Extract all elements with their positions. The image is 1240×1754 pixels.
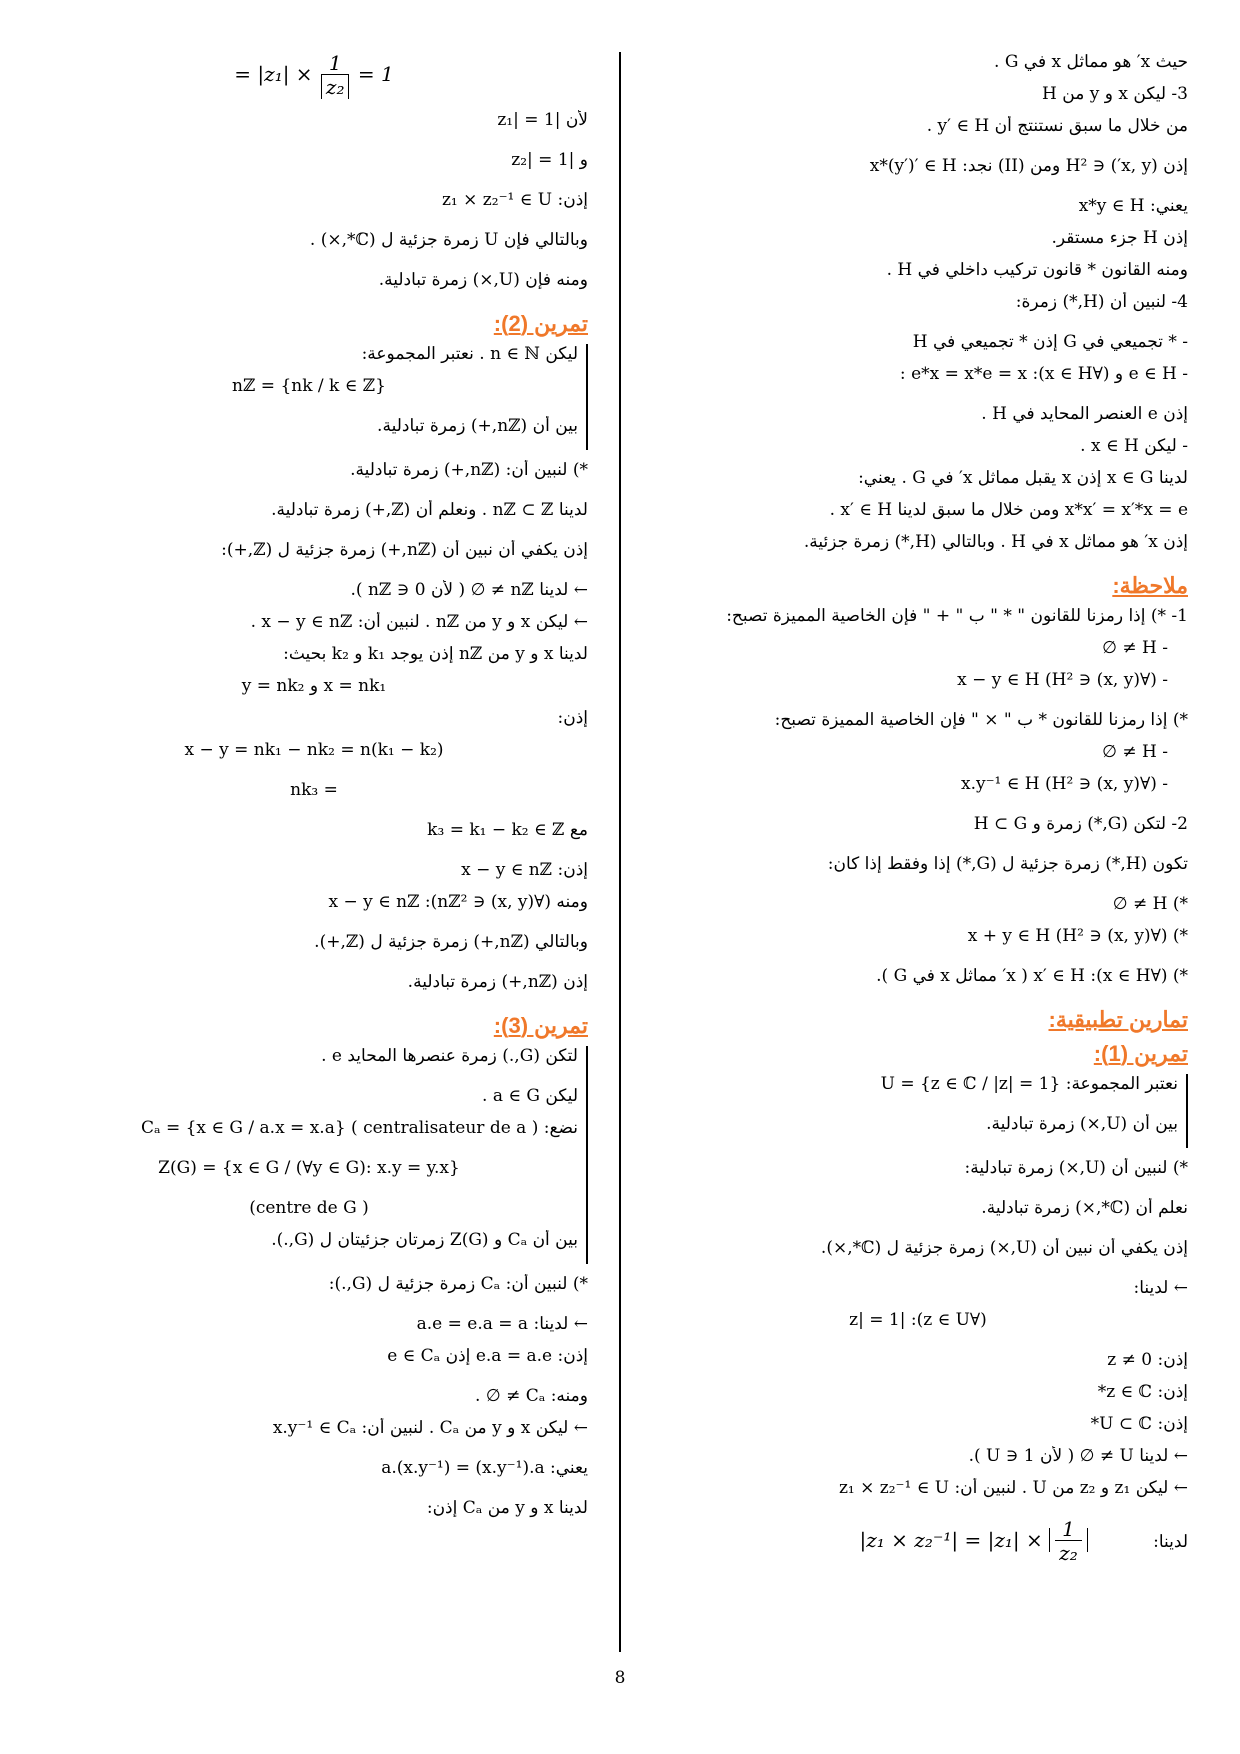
line: *) H ≠ ∅ bbox=[1112, 894, 1188, 914]
fraction bbox=[1055, 1518, 1082, 1565]
line: 4- لنبين أن (H,*) زمرة: bbox=[1015, 292, 1188, 312]
line: إذن (nℤ,+) زمرة تبادلية. bbox=[407, 972, 588, 992]
line: ومنه القانون * قانون تركيب داخلي في H . bbox=[886, 260, 1188, 280]
right-column bbox=[648, 52, 1188, 1652]
line: ( centre de G) bbox=[249, 1198, 369, 1218]
line: - (∀(x, y) ∈ H²) x − y ∈ H bbox=[957, 670, 1168, 690]
heading-note: ملاحظة: bbox=[1112, 573, 1188, 598]
line bbox=[40, 52, 588, 104]
line: يعني: x*y ∈ H bbox=[1078, 196, 1188, 216]
line: إذن: z ≠ 0 bbox=[1107, 1350, 1188, 1370]
column-divider bbox=[619, 52, 621, 1652]
line: *) لنبين أن (U,×) زمرة تبادلية: bbox=[964, 1158, 1188, 1178]
exercise-2-statement bbox=[40, 344, 588, 450]
line: حيث x′ هو مماثل x في G . bbox=[994, 52, 1188, 72]
line: من خلال ما سبق نستنتج أن y′ ∈ H . bbox=[926, 116, 1188, 136]
heading-applied-exercises: تمارين تطبيقية: bbox=[1048, 1007, 1188, 1032]
fraction-numerator: 1 bbox=[328, 52, 342, 75]
exercise-1-statement bbox=[648, 1074, 1188, 1148]
heading-exercise-2: تمرين (2): bbox=[493, 311, 588, 336]
fraction-numerator: 1 bbox=[1062, 1518, 1075, 1541]
line: *) إذا رمزنا للقانون * ب " × " فإن الخاصية المميزة تصبح: bbox=[774, 710, 1188, 730]
line: إذن e العنصر المحايد في H . bbox=[981, 404, 1188, 424]
line: ليكن a ∈ G . bbox=[482, 1086, 578, 1106]
line: = nk₃ bbox=[290, 780, 338, 800]
line: ومنه فإن (U,×) زمرة تبادلية. bbox=[378, 270, 588, 290]
line: - (∀(x, y) ∈ H²) x.y⁻¹ ∈ H bbox=[960, 774, 1168, 794]
math-expression bbox=[860, 1518, 1088, 1565]
line: *) (∀(x, y) ∈ H²) x + y ∈ H bbox=[967, 926, 1188, 946]
line: وبالتالي فإن U زمرة جزئية ل (ℂ*,×) . bbox=[309, 230, 588, 250]
line: - H ≠ ∅ bbox=[1102, 638, 1168, 658]
line: إذن: x − y ∈ nℤ bbox=[461, 860, 588, 880]
line: *) لنبين أن: (nℤ,+) زمرة تبادلية. bbox=[350, 460, 588, 480]
fraction-denominator: z₂ bbox=[321, 74, 350, 99]
heading-exercise-1: تمرين (1): bbox=[1093, 1041, 1188, 1066]
line: *) لنبين أن: Cₐ زمرة جزئية ل (G,.): bbox=[328, 1274, 588, 1294]
line: - e ∈ H و (∀x ∈ H): e*x = x*e = x : bbox=[899, 364, 1188, 384]
line: (∀z ∈ U): |z| = 1 bbox=[849, 1310, 987, 1330]
line: ← ليكن x و y من nℤ . لنبين أن: x − y ∈ nℤ . bbox=[250, 612, 588, 632]
line: *) (∀x ∈ H): x′ ∈ H ( x′ مماثل x في G ). bbox=[876, 966, 1188, 986]
line: بين أن (U,×) زمرة تبادلية. bbox=[986, 1114, 1178, 1134]
line: وبالتالي (nℤ,+) زمرة جزئية ل (ℤ,+). bbox=[314, 932, 588, 952]
line: لدينا nℤ ⊂ ℤ . ونعلم أن (ℤ,+) زمرة تبادلية. bbox=[271, 500, 588, 520]
line: إذن: z₁ × z₂⁻¹ ∈ U bbox=[441, 190, 588, 210]
line: نعتبر المجموعة: U = {z ∈ ℂ / |z| = 1} bbox=[880, 1074, 1178, 1094]
line: ← لدينا: bbox=[1133, 1278, 1188, 1298]
heading-exercise-3: تمرين (3): bbox=[493, 1013, 588, 1038]
line: يعني: a.(x.y⁻¹) = (x.y⁻¹).a bbox=[381, 1458, 588, 1478]
line: و |z₂| = 1 bbox=[511, 150, 588, 170]
line: ليكن n ∈ ℕ . نعتبر المجموعة: bbox=[361, 344, 578, 364]
line: ← لدينا nℤ ≠ ∅ ( لأن 0 ∈ nℤ ). bbox=[350, 580, 588, 600]
line: إذن: U ⊂ ℂ* bbox=[1090, 1414, 1188, 1434]
line: 2- لتكن (G,*) زمرة و H ⊂ G bbox=[973, 814, 1188, 834]
math-text: = 1 bbox=[357, 62, 394, 86]
line: إذن يكفي أن نبين أن (U,×) زمرة جزئية ل (ℂ*,×). bbox=[820, 1238, 1188, 1258]
math-text: = |z₁| × bbox=[234, 62, 313, 86]
line: ← ليكن z₁ و z₂ من U . لنبين أن: z₁ × z₂⁻¹ ∈ U bbox=[838, 1478, 1188, 1498]
line: x*x′ = x′*x = e ومن خلال ما سبق لدينا x′ ∈ H . bbox=[829, 500, 1188, 520]
line: إذن: z ∈ ℂ* bbox=[1097, 1382, 1188, 1402]
line: إذن (x, y′) ∈ H² ومن (II) نجد: x*(y′)′ ∈ H bbox=[869, 156, 1188, 176]
line: إذن: e.a = a.e إذن e ∈ Cₐ bbox=[387, 1346, 588, 1366]
line: لدينا x و y من nℤ إذن يوجد k₁ و k₂ بحيث: bbox=[283, 644, 588, 664]
line: ومنه (∀(x, y) ∈ nℤ²): x − y ∈ nℤ bbox=[328, 892, 588, 912]
line: x = nk₁ و y = nk₂ bbox=[241, 676, 387, 696]
line: تكون (H,*) زمرة جزئية ل (G,*) إذا وفقط إذا كان: bbox=[827, 854, 1188, 874]
line: لتكن (G,.) زمرة عنصرها المحايد e . bbox=[321, 1046, 578, 1066]
line: مع k₃ = k₁ − k₂ ∈ ℤ bbox=[427, 820, 588, 840]
line: لدينا x ∈ G إذن x يقبل مماثل x′ في G . يعني: bbox=[858, 468, 1188, 488]
line: nℤ = {nk / k ∈ ℤ} bbox=[232, 376, 386, 396]
math-text: |z₁ × z₂⁻¹| = |z₁| × bbox=[859, 1528, 1043, 1552]
left-column bbox=[40, 52, 588, 1652]
fraction bbox=[321, 52, 350, 99]
abs-value bbox=[1049, 1518, 1088, 1565]
line: 3- ليكن x و y من H bbox=[1042, 84, 1188, 104]
exercise-3-statement bbox=[40, 1046, 588, 1264]
line: ومنه: Cₐ ≠ ∅ . bbox=[475, 1386, 588, 1406]
math-expression bbox=[234, 52, 393, 99]
line: إذن H جزء مستقر. bbox=[1051, 228, 1188, 248]
line: إذن x′ هو مماثل x في H . وبالتالي (H,*) زمرة جزئية. bbox=[803, 532, 1188, 552]
line: ← لدينا U ≠ ∅ ( لأن 1 ∈ U ). bbox=[968, 1446, 1188, 1466]
line: لدينا x و y من Cₐ إذن: bbox=[426, 1498, 588, 1518]
line: بين أن Cₐ و Z(G) زمرتان جزئيتان ل (G,.). bbox=[271, 1230, 578, 1250]
line: ← لدينا: a.e = e.a = a bbox=[416, 1314, 588, 1334]
line: - * تجميعي في G إذن * تجميعي في H bbox=[912, 332, 1188, 352]
line: ← ليكن x و y من Cₐ . لنبين أن: x.y⁻¹ ∈ Cₐ bbox=[272, 1418, 588, 1438]
line: 1- *) إذا رمزنا للقانون " * " ب " + " فإن الخاصية المميزة تصبح: bbox=[726, 606, 1188, 626]
page-number: 8 bbox=[614, 1668, 626, 1688]
line: لأن |z₁| = 1 bbox=[497, 110, 588, 130]
label: لدينا: bbox=[1153, 1532, 1188, 1552]
line: Z(G) = {x ∈ G / (∀y ∈ G): x.y = y.x} bbox=[158, 1158, 460, 1178]
line: نعلم أن (ℂ*,×) زمرة تبادلية. bbox=[981, 1198, 1188, 1218]
line bbox=[648, 1518, 1188, 1570]
line: إذن: bbox=[557, 708, 588, 728]
line: بين أن (nℤ,+) زمرة تبادلية. bbox=[377, 416, 578, 436]
line: نضع: Cₐ = {x ∈ G / a.x = x.a} ( centralisateur de a ) bbox=[141, 1118, 578, 1138]
line: x − y = nk₁ − nk₂ = n(k₁ − k₂) bbox=[184, 740, 444, 760]
line: إذن يكفي أن نبين أن (nℤ,+) زمرة جزئية ل (ℤ,+): bbox=[221, 540, 588, 560]
line: - ليكن x ∈ H . bbox=[1080, 436, 1188, 456]
fraction-denominator: z₂ bbox=[1055, 1540, 1082, 1565]
line: - H ≠ ∅ bbox=[1102, 742, 1168, 762]
